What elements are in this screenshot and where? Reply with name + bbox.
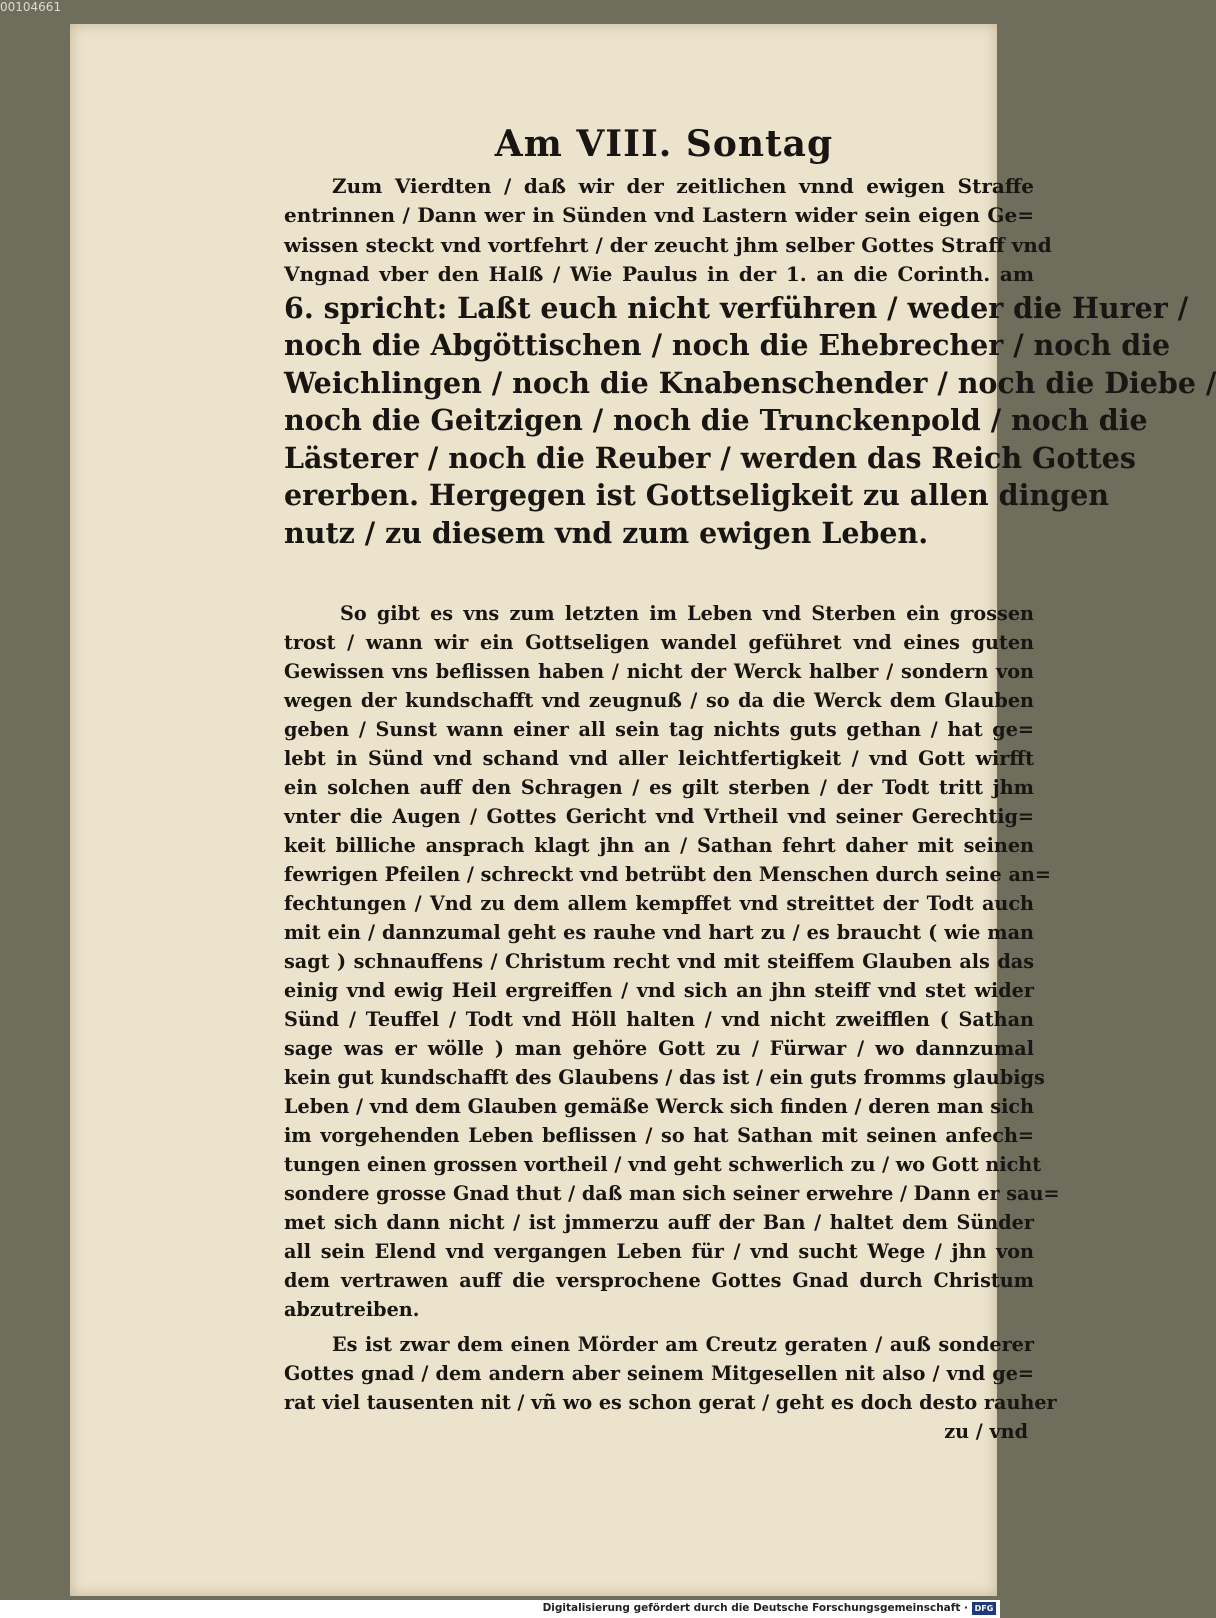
text-line: tungen einen grossen vortheil / vnd geht schwerlich zu / wo Gott nicht [284,1153,1042,1177]
text-line: trost / wann wir ein Gottseligen wandel geführet vnd eines guten [284,631,1034,655]
text-line: wissen steckt vnd vortfehrt / der zeucht jhm selber Gottes Straff vnd [284,232,1052,257]
text-line: rat viel tausenten nit / vñ wo es schon gerat / geht es doch desto rauher [284,1391,1057,1415]
text-line: sondere grosse Gnad thut / daß man sich seiner erwehre / Dann er sau= [284,1182,1060,1206]
page-title: Am VIII. Sontag [494,123,834,165]
text-line: fechtungen / Vnd zu dem allem kempffet vnd streittet der Todt auch [284,892,1034,916]
text-line-quote: Weichlingen / noch die Knabenschender / noch die Diebe / [284,365,1216,400]
text-line-quote: nutz / zu diesem vnd zum ewigen Leben. [284,515,929,550]
text-line: im vorgehenden Leben beflissen / so hat Sathan mit seinen anfech= [284,1124,1034,1148]
text-line: lebt in Sünd vnd schand vnd aller leichtfertigkeit / vnd Gott wirfft [284,747,1034,771]
text-line: keit billiche ansprach klagt jhn an / Sathan fehrt daher mit seinen [284,834,1034,858]
text-line: geben / Sunst wann einer all sein tag nichts guts gethan / hat ge= [284,718,1034,742]
text-line: ein solchen auff den Schragen / es gilt sterben / der Todt tritt jhm [284,776,1034,800]
dfg-logo-icon: DFG [972,1602,996,1615]
text-line: Vngnad vber den Halß / Wie Paulus in der 1. an die Corinth. am [284,262,1034,287]
funding-credit: Digitalisierung gefördert durch die Deutsche Forschungsgemeinschaft · [542,1602,968,1614]
text-line: vnter die Augen / Gottes Gericht vnd Vrtheil vnd seiner Gerechtig= [284,805,1034,829]
paragraph-3 [284,1330,1057,1446]
footer-bar [0,1600,1000,1618]
text-line: fewrigen Pfeilen / schreckt vnd betrübt den Menschen durch seine an= [284,863,1051,887]
shelfmark-label: 00104661 [0,0,62,14]
text-line: So gibt es vns zum letzten im Leben vnd Sterben ein grossen [340,602,1034,626]
text-line-quote: noch die Abgöttischen / noch die Ehebrecher / noch die [284,328,1171,363]
text-line: Zum Vierdten / daß wir der zeitlichen vnnd ewigen Straffe [332,174,1034,198]
text-line-quote: ererben. Hergegen ist Gottseligkeit zu allen dingen [284,478,1109,513]
text-line: kein gut kundschafft des Glaubens / das ist / ein guts fromms glaubigs [284,1066,1045,1090]
text-line-quote: Lästerer / noch die Reuber / werden das Reich Gottes [284,440,1136,475]
paragraph-1 [284,172,1216,552]
catchword: zu / vnd [944,1420,1028,1444]
text-line: mit ein / dannzumal geht es rauhe vnd hart zu / es braucht ( wie man [284,921,1034,945]
text-line: abzutreiben. [284,1298,420,1322]
text-line: entrinnen / Dann wer in Sünden vnd Lastern wider sein eigen Ge= [284,203,1034,228]
paragraph-2 [284,599,1060,1324]
text-line: Sünd / Teuffel / Todt vnd Höll halten / vnd nicht zweifflen ( Sathan [284,1008,1034,1032]
text-line-quote: noch die Geitzigen / noch die Trunckenpold / noch die [284,403,1148,438]
text-line: sagt ) schnauffens / Christum recht vnd mit steiffem Glauben als das [284,950,1034,974]
book-page [70,24,1216,1596]
text-line: sage was er wölle ) man gehöre Gott zu / Fürwar / wo dannzumal [284,1037,1034,1061]
text-line: dem vertrawen auff die versprochene Gottes Gnad durch Christum [284,1269,1034,1293]
text-line: einig vnd ewig Heil ergreiffen / vnd sich an jhn steiff vnd stet wider [284,979,1034,1003]
text-block [284,120,1216,1446]
text-line-quote: 6. spricht: Laßt euch nicht verführen / weder die Hurer / [284,290,1189,325]
text-line: wegen der kundschafft vnd zeugnuß / so da die Werck dem Glauben [284,689,1034,713]
text-line: met sich dann nicht / ist jmmerzu auff der Ban / haltet dem Sünder [284,1211,1034,1235]
text-line: Gottes gnad / dem andern aber seinem Mitgesellen nit also / vnd ge= [284,1362,1034,1386]
text-line: Es ist zwar dem einen Mörder am Creutz geraten / auß sonderer [332,1333,1034,1357]
text-line: all sein Elend vnd vergangen Leben für / vnd sucht Wege / jhn von [284,1240,1034,1264]
text-line: Leben / vnd dem Glauben gemäße Werck sich finden / deren man sich [284,1095,1034,1119]
text-line: Gewissen vns beflissen haben / nicht der Werck halber / sondern von [284,660,1034,684]
